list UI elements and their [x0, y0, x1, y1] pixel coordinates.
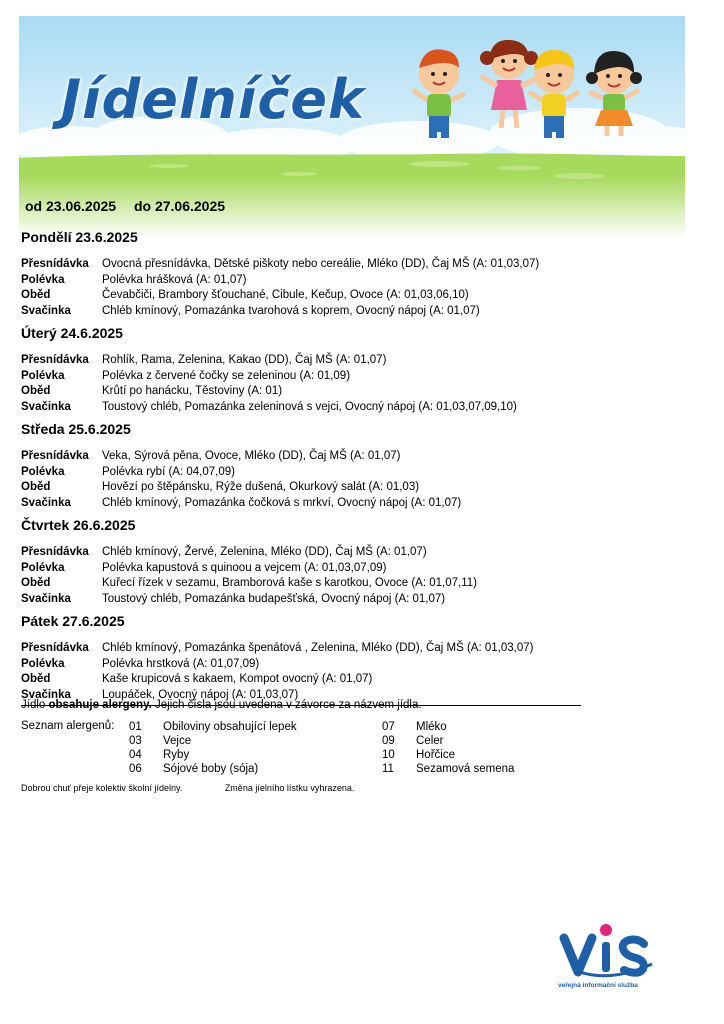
allergen-name: Sójové boby (sója) — [163, 763, 259, 775]
allergen-item — [382, 720, 514, 734]
allergen-column-right — [382, 720, 514, 776]
day-section — [21, 229, 591, 319]
meal-row — [21, 641, 591, 657]
meal-text: Čevabčiči, Brambory šťouchané, Cibule, Kečup, Ovoce (A: 01,03,06,10) — [102, 289, 469, 301]
meal-label: Svačinka — [21, 592, 71, 605]
allergen-code: 01 — [129, 721, 142, 733]
meal-row — [21, 592, 591, 608]
meal-label: Polévka — [21, 657, 65, 670]
meal-label: Polévka — [21, 561, 65, 574]
meal-row — [21, 369, 591, 385]
meal-label: Polévka — [21, 465, 65, 478]
meal-row — [21, 672, 591, 688]
meal-row — [21, 384, 591, 400]
meal-text: Kuřecí řízek v sezamu, Bramborová kaše s karotkou, Ovoce (A: 01,07,11) — [102, 577, 477, 589]
meal-text: Chléb kmínový, Pomazánka špenátová , Zelenina, Mléko (DD), Čaj MŠ (A: 01,03,07) — [102, 642, 534, 654]
allergen-item — [129, 762, 297, 776]
page-title: Jídelníček — [61, 68, 365, 131]
meal-row — [21, 353, 591, 369]
meal-label: Oběd — [21, 481, 51, 493]
allergen-code: 10 — [382, 749, 395, 761]
day-title: Středa 25.6.2025 — [21, 421, 131, 437]
meal-label: Oběd — [21, 577, 51, 589]
meal-label: Přesnídávka — [21, 450, 89, 462]
meal-row — [21, 545, 591, 561]
meal-label: Přesnídávka — [21, 258, 89, 270]
meal-text: Toustový chléb, Pomazánka budapešťská, Ovocný nápoj (A: 01,07) — [102, 592, 446, 605]
meal-text: Hovězí po štěpánsku, Rýže dušená, Okurkový salát (A: 01,03) — [102, 481, 420, 493]
note-bold: obsahuje alergeny. — [48, 699, 152, 711]
meal-label: Svačinka — [21, 688, 71, 701]
allergen-note — [21, 699, 422, 711]
allergen-item — [382, 762, 514, 776]
allergen-code: 06 — [129, 763, 142, 775]
allergen-code: 03 — [129, 735, 142, 747]
meal-text: Toustový chléb, Pomazánka zeleninová s vejci, Ovocný nápoj (A: 01,03,07,09,10) — [102, 400, 517, 413]
day-title: Čtvrtek 26.6.2025 — [21, 517, 136, 533]
meal-text: Polévka rybí (A: 04,07,09) — [102, 465, 235, 478]
footer-disclaimer: Změna jíelního lístku vyhrazena. — [224, 783, 355, 793]
meal-row — [21, 288, 591, 304]
allergen-name: Hořčice — [416, 749, 455, 761]
meal-text: Kaše krupicová s kakaem, Kompot ovocný (A: 01,07) — [102, 673, 373, 685]
allergen-name: Celer — [416, 735, 444, 747]
meal-text: Veka, Sýrová pěna, Ovoce, Mléko (DD), Čaj MŠ (A: 01,07) — [102, 450, 401, 462]
meal-row — [21, 465, 591, 481]
meal-label: Přesnídávka — [21, 354, 89, 366]
allergen-column-left — [129, 720, 297, 776]
day-title: Pátek 27.6.2025 — [21, 613, 125, 629]
meal-text: Chléb kmínový, Pomazánka čočková s mrkví, Ovocný nápoj (A: 01,07) — [102, 496, 462, 509]
footer-greeting: Dobrou chuť přeje kolektiv školní jídelny. — [21, 783, 183, 793]
meal-label: Oběd — [21, 385, 51, 397]
meal-label: Svačinka — [21, 400, 71, 413]
menu-days — [21, 229, 591, 712]
meal-text: Krůtí po hanácku, Těstoviny (A: 01) — [102, 385, 283, 397]
day-section — [21, 517, 591, 607]
allergen-heading: Seznam alergenů: — [21, 720, 115, 732]
allergen-item — [129, 734, 297, 748]
allergen-code: 11 — [382, 763, 394, 775]
meal-text: Polévka hrstková (A: 01,07,09) — [102, 657, 260, 670]
meal-row — [21, 304, 591, 320]
meal-row — [21, 576, 591, 592]
meal-label: Polévka — [21, 369, 65, 382]
meal-text: Ovocná přesnídávka, Dětské piškoty nebo cereálie, Mléko (DD), Čaj MŠ (A: 01,03,07) — [102, 258, 540, 270]
allergen-code: 09 — [382, 735, 395, 747]
day-section — [21, 421, 591, 511]
meal-row — [21, 273, 591, 289]
date-from: od 23.06.2025 — [25, 198, 117, 214]
meal-text: Chléb kmínový, Žervé, Zelenina, Mléko (DD), Čaj MŠ (A: 01,07) — [102, 546, 427, 558]
meal-row — [21, 400, 591, 416]
meal-row — [21, 657, 591, 673]
allergen-name: Ryby — [163, 749, 190, 761]
date-to: do 27.06.2025 — [133, 198, 226, 214]
meal-label: Polévka — [21, 273, 65, 286]
meal-text: Loupáček, Ovocný nápoj (A: 01,03,07) — [102, 688, 299, 701]
meal-row — [21, 561, 591, 577]
meal-text: Polévka z červené čočky se zeleninou (A: 01,09) — [102, 369, 351, 382]
allergen-item — [129, 748, 297, 762]
meal-label: Svačinka — [21, 304, 71, 317]
meal-text: Rohlík, Rama, Zelenina, Kakao (DD), Čaj MŠ (A: 01,07) — [102, 354, 387, 366]
allergen-item — [382, 748, 514, 762]
meal-text: Polévka hrášková (A: 01,07) — [102, 273, 247, 286]
date-range — [25, 198, 239, 214]
note-rest: Jejich čísla jsou uvedena v závorce za názvem jídla. — [151, 699, 422, 711]
note-prefix: Jídlo — [21, 699, 49, 711]
meal-label: Přesnídávka — [21, 642, 89, 654]
day-title: Úterý 24.6.2025 — [21, 325, 123, 341]
meal-row — [21, 257, 591, 273]
allergen-name: Obiloviny obsahující lepek — [163, 721, 297, 733]
allergen-item — [382, 734, 514, 748]
allergen-code: 07 — [382, 721, 395, 733]
vis-logo — [554, 920, 664, 995]
allergen-code: 04 — [129, 749, 142, 761]
meal-text: Chléb kmínový, Pomazánka tvarohová s koprem, Ovocný nápoj (A: 01,07) — [102, 304, 480, 317]
meal-text: Polévka kapustová s quinoou a vejcem (A: 01,03,07,09) — [102, 561, 387, 574]
allergen-name: Vejce — [163, 735, 192, 747]
meal-label: Přesnídávka — [21, 546, 89, 558]
day-section — [21, 325, 591, 415]
meal-row — [21, 496, 591, 512]
allergen-name: Mléko — [416, 721, 447, 733]
meal-label: Oběd — [21, 673, 51, 685]
meal-row — [21, 480, 591, 496]
meal-label: Svačinka — [21, 496, 71, 509]
vis-logo-tagline: veřejná informační služba — [558, 982, 638, 989]
day-title: Pondělí 23.6.2025 — [21, 229, 138, 245]
allergen-item — [129, 720, 297, 734]
meal-row — [21, 449, 591, 465]
footer — [21, 783, 394, 793]
meal-label: Oběd — [21, 289, 51, 301]
allergen-name: Sezamová semena — [416, 763, 515, 775]
day-section — [21, 613, 591, 706]
